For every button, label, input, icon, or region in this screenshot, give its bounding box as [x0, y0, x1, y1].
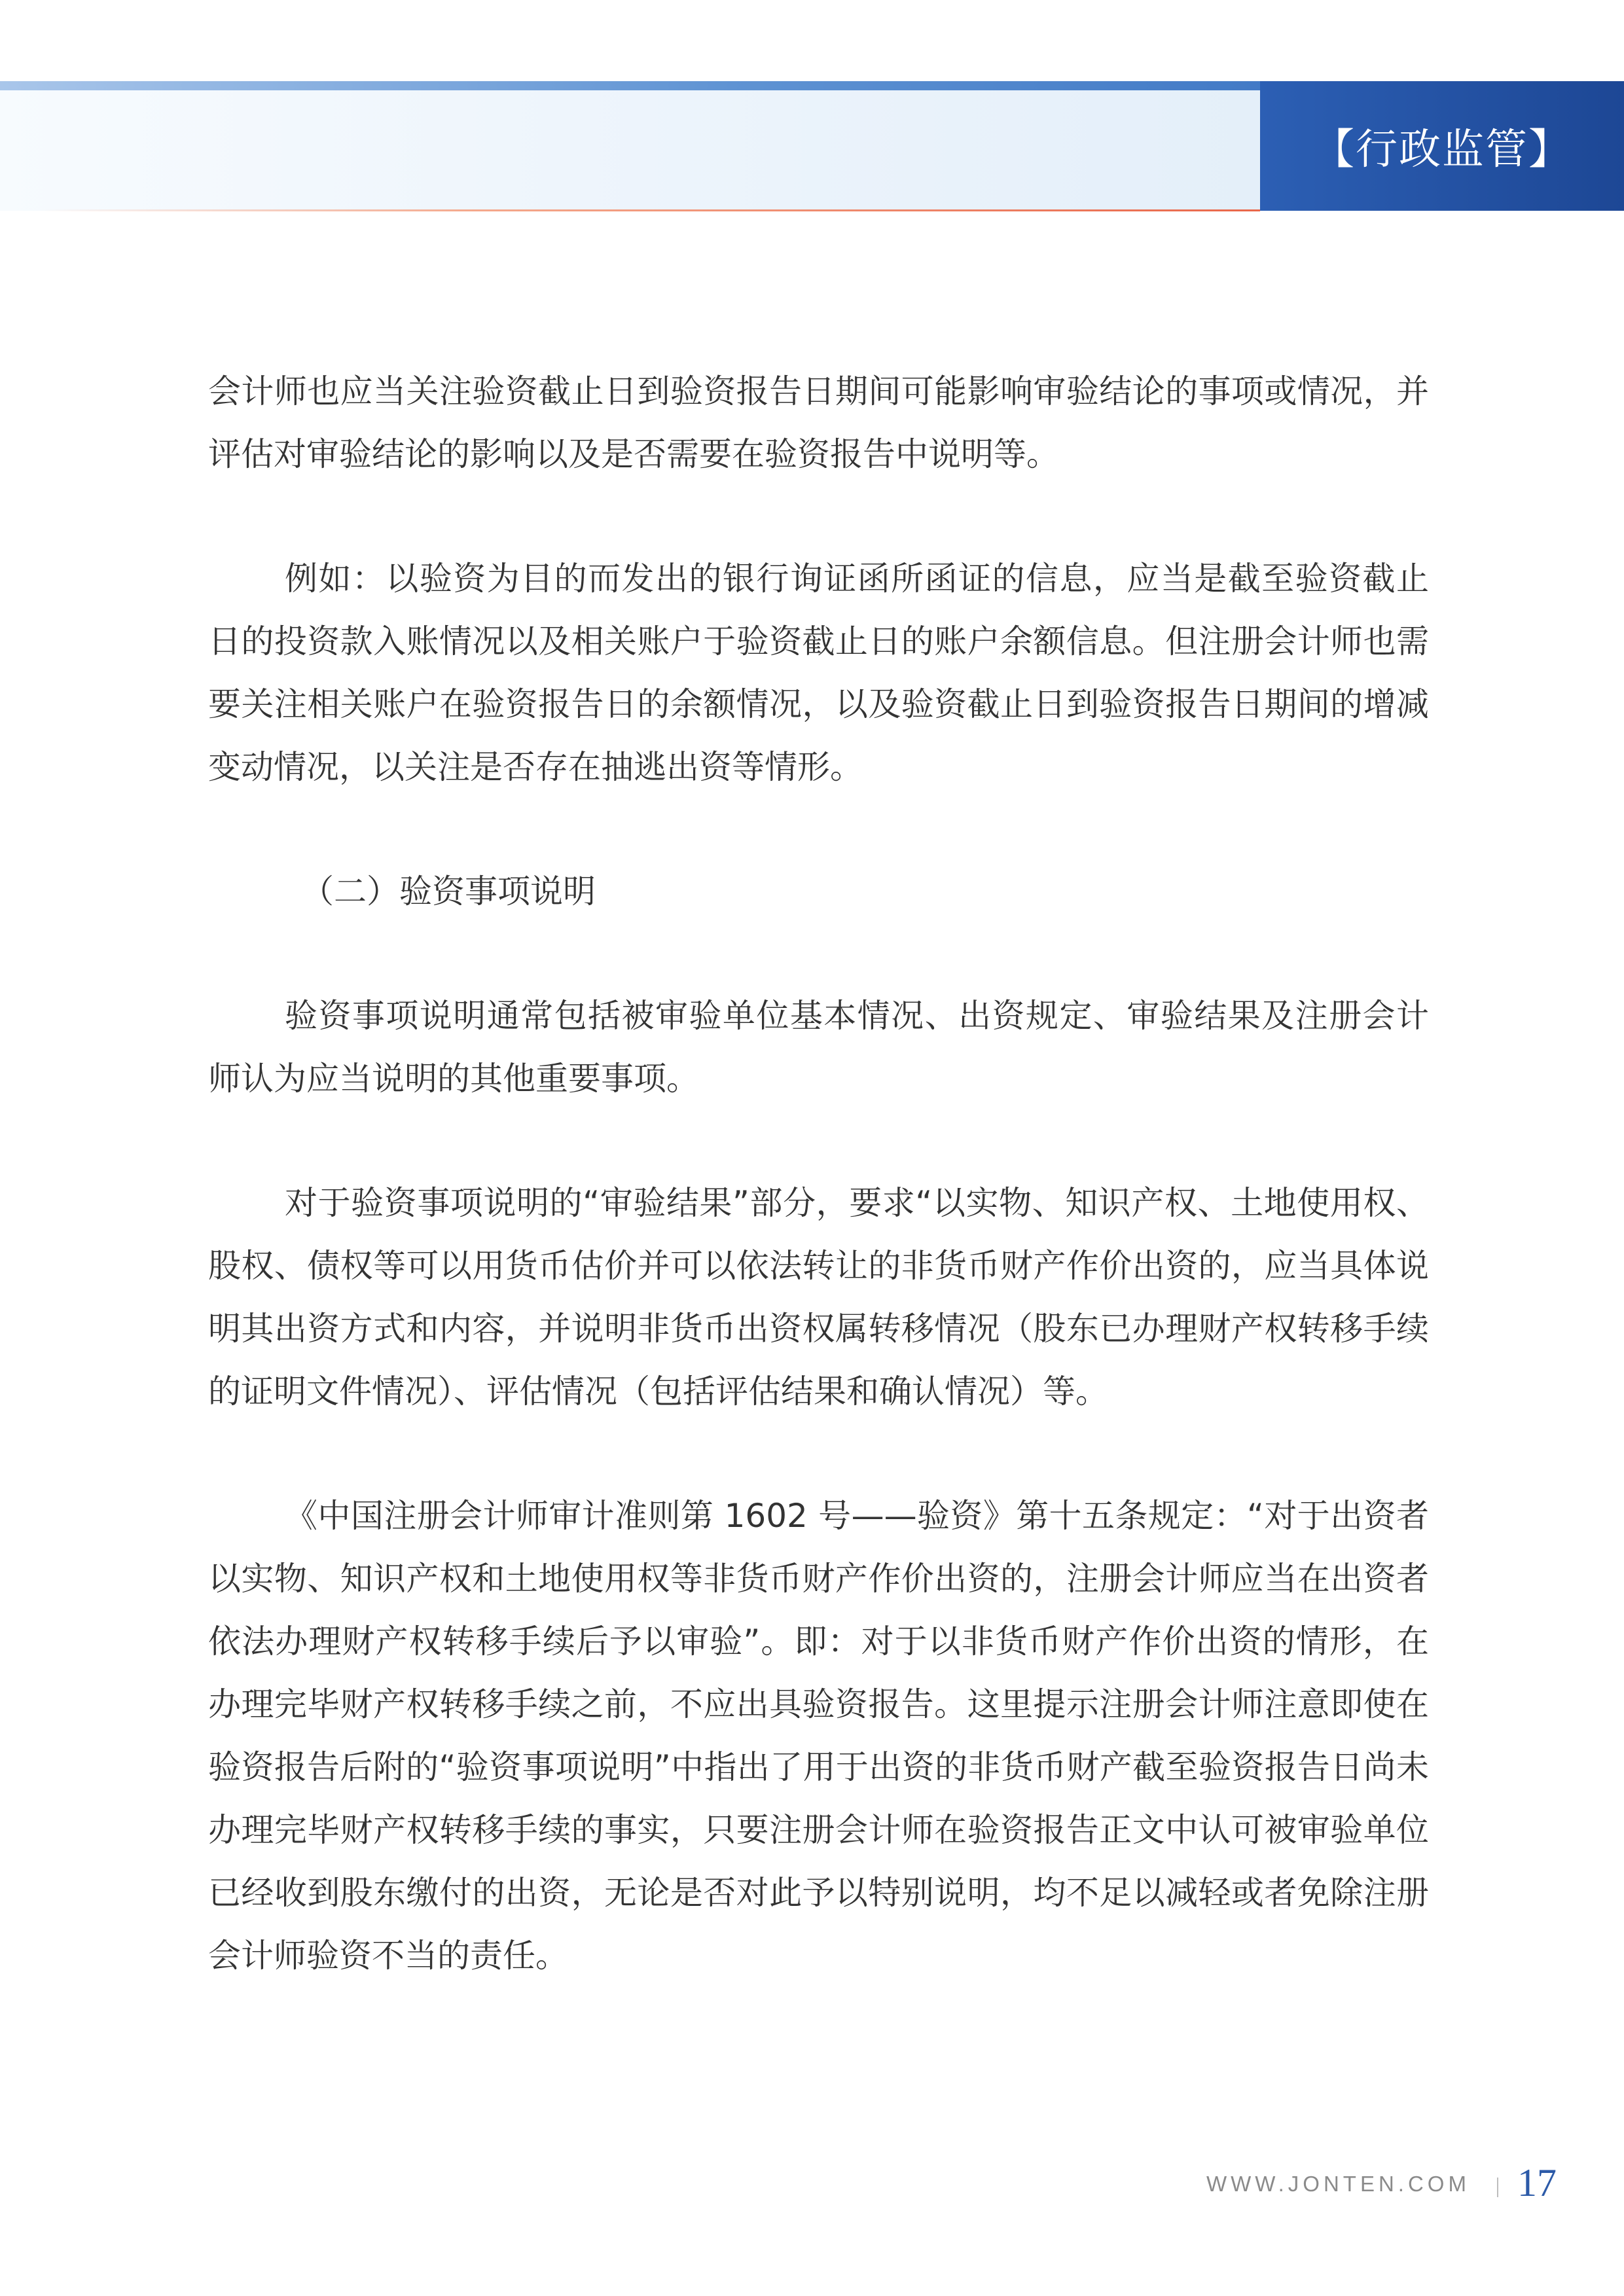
paragraph-continuation: 会计师也应当关注验资截止日到验资报告日期间可能影响审验结论的事项或情况，并评估对审验结论的影响以及是否需要在验资报告中说明等。: [208, 372, 1429, 473]
paragraph-audit-result: 对于验资事项说明的“审验结果”部分，要求“以实物、知识产权、土地使用权、股权、债权等可以用货币估价并可以依法转让的非货币财产作价出资的，应当具体说明其出资方式和内容，并说明非货币出资权属转移情况（股东已办理财产权转移手续的证明文件情况）、评估情况（包括评估结果和确认情况）等。: [208, 1184, 1429, 1410]
article-body: [208, 360, 1429, 2049]
section-label: 【行政监管】: [1260, 81, 1624, 211]
header-band: [0, 90, 1260, 211]
section-subheading: （二）验资事项说明: [301, 872, 596, 910]
page-number: 17: [1517, 2161, 1557, 2204]
footer-divider: [1497, 2178, 1498, 2197]
paragraph-example: 例如：以验资为目的而发出的银行询证函所函证的信息，应当是截至验资截止日的投资款入账情况以及相关账户于验资截止日的账户余额信息。但注册会计师也需要关注相关账户在验资报告日的余额情况，以及验资截止日到验资报告日期间的增减变动情况，以关注是否存在抽逃出资等情形。: [208, 560, 1429, 786]
paragraph-standard-1602: 《中国注册会计师审计准则第 1602 号——验资》第十五条规定：“对于出资者以实物、知识产权和土地使用权等非货币财产作价出资的，注册会计师应当在出资者依法办理财产权转移手续后予以审验”。即：对于以非货币财产作价出资的情形，在办理完毕财产权转移手续之前，不应出具验资报告。这里提示注册会计师注意即使在验资报告后附的“验资事项说明”中指出了用于出资的非货币财产截至验资报告日尚未办理完毕财产权转移手续的事实，只要注册会计师在验资报告正文中认可被审验单位已经收到股东缴付的出资，无论是否对此予以特别说明，均不足以减轻或者免除注册会计师验资不当的责任。: [208, 1497, 1429, 1975]
header-accent-rule: [39, 209, 1260, 211]
footer-website: WWW.JONTEN.COM: [1206, 2172, 1470, 2196]
paragraph-description: 验资事项说明通常包括被审验单位基本情况、出资规定、审验结果及注册会计师认为应当说明的其他重要事项。: [208, 997, 1429, 1098]
